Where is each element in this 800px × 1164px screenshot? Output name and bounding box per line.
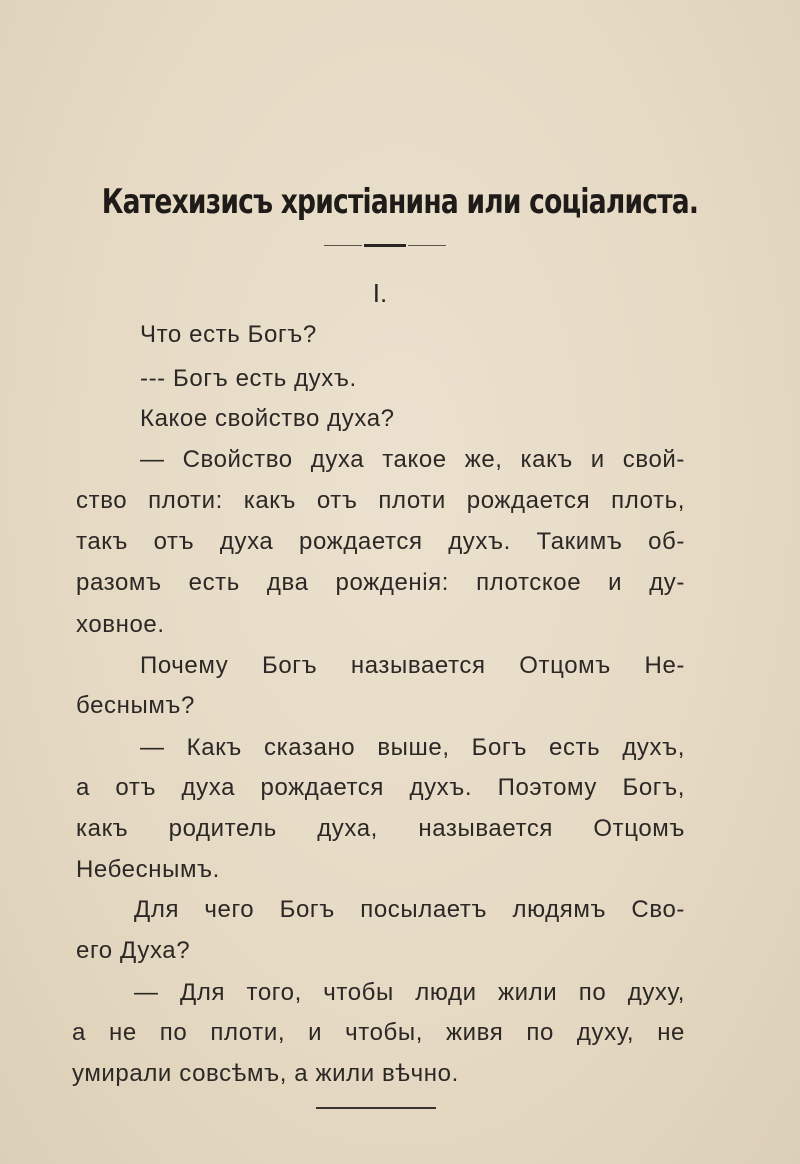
text-line: умирали совсѣмъ, а жили вѣчно.	[72, 1060, 459, 1087]
text-line: — Какъ сказано выше, Богъ есть духъ,	[140, 734, 685, 761]
ornament-center-line	[364, 244, 406, 247]
text-line: а не по плоти, и чтобы, живя по духу, не	[72, 1019, 685, 1046]
text-line: его Духа?	[76, 937, 191, 964]
text-line: --- Богъ есть духъ.	[140, 365, 357, 392]
chapter-number: I.	[372, 278, 388, 308]
text-line: Что есть Богъ?	[140, 321, 317, 348]
text-line: ховное.	[76, 611, 165, 638]
section-end-rule	[316, 1107, 436, 1109]
ornament-left-line	[324, 245, 362, 246]
text-line: какъ родитель духа, называется Отцомъ	[76, 815, 685, 842]
text-line: ство плоти: какъ отъ плоти рождается плоть,	[76, 487, 685, 514]
title-ornament	[324, 245, 446, 247]
text-line: Небеснымъ.	[76, 856, 220, 883]
text-line: беснымъ?	[76, 692, 195, 719]
page-title: Катехизисъ христiанина или соцiалиста.	[101, 182, 699, 222]
text-line: — Свойство духа такое же, какъ и свой-	[140, 446, 685, 473]
text-line: разомъ есть два рожденiя: плотское и ду-	[76, 569, 685, 596]
text-line: Почему Богъ называется Отцомъ Не-	[140, 652, 685, 679]
text-line: — Для того, чтобы люди жили по духу,	[134, 979, 685, 1006]
text-line: такъ отъ духа рождается духъ. Такимъ об-	[76, 528, 685, 555]
ornament-right-line	[408, 245, 446, 246]
text-line: Какое свойство духа?	[140, 405, 395, 432]
text-line: Для чего Богъ посылаетъ людямъ Сво-	[134, 896, 685, 923]
text-line: а отъ духа рождается духъ. Поэтому Богъ,	[76, 774, 685, 801]
